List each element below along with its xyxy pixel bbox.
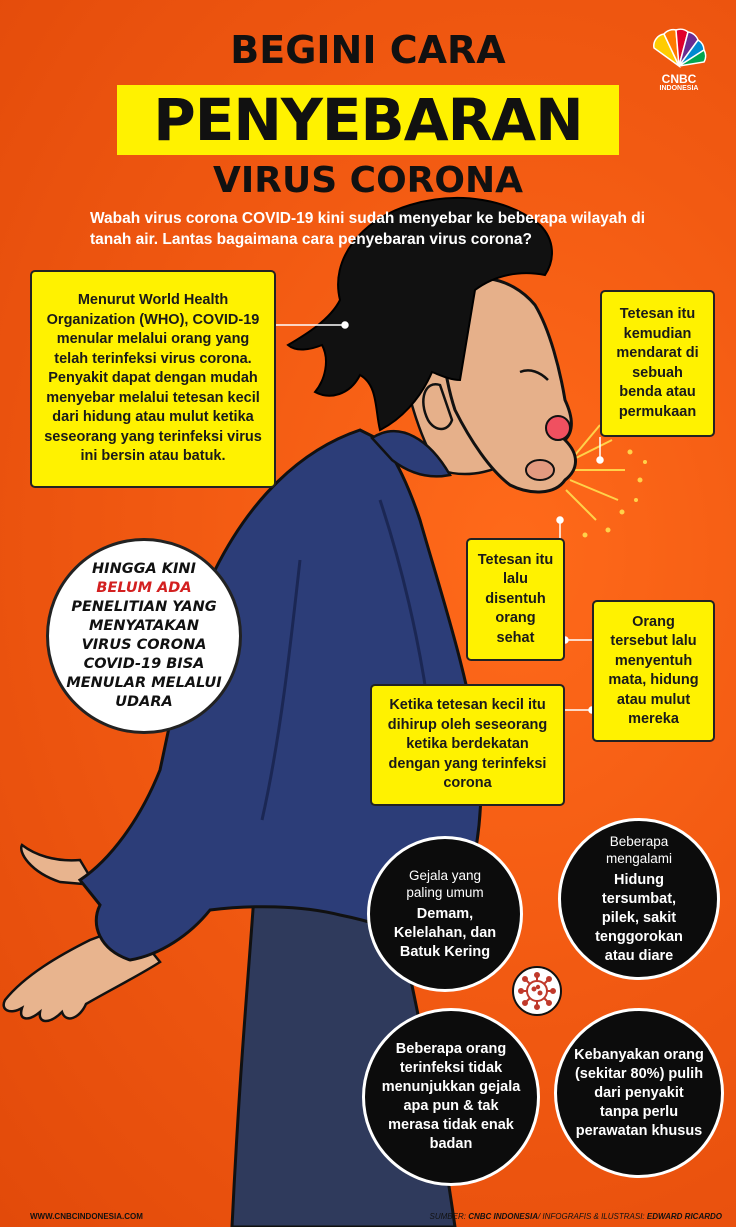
title-line-3: VIRUS CORONA xyxy=(212,160,523,201)
info-box-touched xyxy=(466,538,565,661)
footer-credit-label: / INFOGRAFIS & ILUSTRASI: xyxy=(537,1212,645,1221)
circle-recovery xyxy=(554,1008,724,1178)
circle-other-symptoms-sub: Beberapa mengalami xyxy=(605,833,673,866)
info-box-who-text: Menurut World Health Organization (WHO), COVID-19 menular melalui orang yang telah terinfeksi virus corona. Penyakit dapat dengan mudah menyebar melalui tetesan kecil dari hidung atau mulut ketika seseorang yang terinfeksi virus ini bersin atau batuk. xyxy=(44,292,262,465)
info-box-inhaled-text: Ketika tetesan kecil itu dihirup oleh seseorang ketika berdekatan dengan yang terinfeksi corona xyxy=(387,697,548,792)
logo-name: CNBC xyxy=(661,72,697,86)
title-line-1: BEGINI CARA xyxy=(230,28,506,72)
bubble-post: PENELITIAN YANG MENYATAKAN VIRUS CORONA COVID-19 BISA MENULAR MELALUI UDARA xyxy=(66,599,222,710)
circle-other-symptoms-main: Hidung tersumbat, pilek, sakit tenggorokan atau diare xyxy=(595,871,683,964)
logo-sub: INDONESIA xyxy=(659,85,699,92)
bubble-pre: HINGGA KINI xyxy=(92,561,196,577)
intro-text: Wabah virus corona COVID-19 kini sudah menyebar ke beberapa wilayah di tanah air. Lantas bagaimana cara penyebaran virus corona? xyxy=(90,210,646,248)
info-box-inhaled xyxy=(370,684,565,806)
circle-common-symptoms-sub: Gejala yang paling umum xyxy=(406,867,484,900)
info-box-touched-text: Tetesan itu lalu disentuh orang sehat xyxy=(477,551,554,646)
title-line-2: PENYEBARAN xyxy=(117,85,619,155)
footer-source: CNBC INDONESIA xyxy=(468,1212,538,1221)
info-box-who xyxy=(30,270,276,488)
virus-icon-wrap xyxy=(512,966,562,1016)
circle-other-symptoms xyxy=(558,818,720,980)
circle-recovery-main: Kebanyakan orang (sekitar 80%) pulih dari penyakit tanpa perlu perawatan khusus xyxy=(574,1046,704,1139)
info-box-landing-text: Tetesan itu kemudian mendarat di sebuah benda atau permukaan xyxy=(616,306,699,420)
bubble-highlight: BELUM ADA xyxy=(96,580,192,596)
circle-asymptomatic xyxy=(362,1008,540,1186)
virus-icon xyxy=(514,968,560,1014)
circle-common-symptoms-main: Demam, Kelelahan, dan Batuk Kering xyxy=(393,905,497,960)
circle-common-symptoms xyxy=(367,836,523,992)
info-box-landing xyxy=(600,290,715,437)
footer-credit: EDWARD RICARDO xyxy=(646,1212,722,1221)
circle-asymptomatic-main: Beberapa orang terinfeksi tidak menunjukkan gejala apa pun & tak merasa tidak enak badan xyxy=(381,1041,521,1152)
footer-source-label: SUMBER: xyxy=(429,1212,466,1221)
footer-website: WWW.CNBCINDONESIA.COM xyxy=(30,1212,143,1221)
footer-credits xyxy=(430,1212,723,1221)
info-box-touch-face xyxy=(592,600,715,742)
no-airborne-bubble xyxy=(46,538,242,734)
info-box-touch-face-text: Orang tersebut lalu menyentuh mata, hidung atau mulut mereka xyxy=(608,613,699,727)
